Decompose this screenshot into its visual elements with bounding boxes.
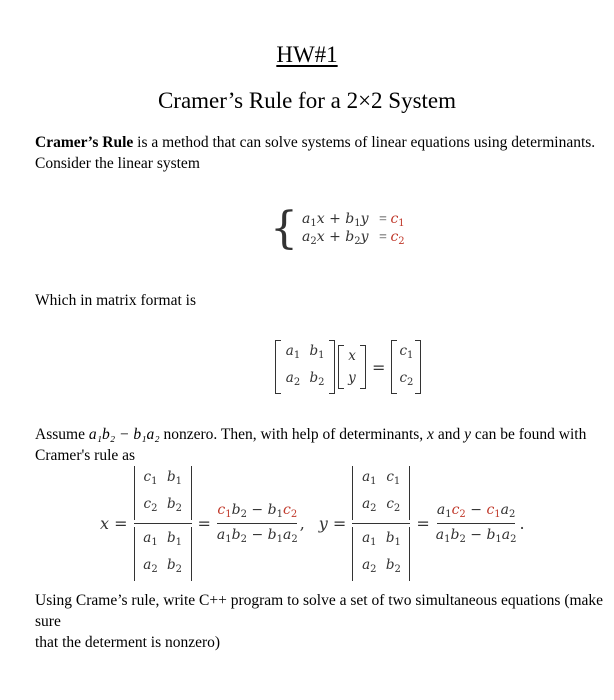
task-line-2: that the determent is nonzero) bbox=[35, 634, 221, 651]
linear-system bbox=[270, 203, 405, 254]
y-expanded-fraction: $\frac{a_1c_2 - c_1a_2}{a_1b_2 - b_1a_2}$ bbox=[435, 502, 517, 545]
determinant-expr: a₁b₂ − b₁a₂ bbox=[88, 426, 160, 443]
page-title: HW#1 bbox=[276, 42, 338, 67]
matrix-intro: Which in matrix format is bbox=[35, 292, 196, 309]
cramer-formulas: x = $c_1$ $b_1$ $c_2$ $b_2$ $a_1$ $b_1$ $a_2$ $b_2$ = $\frac{c_1b_2 - b_1c_2}{a_1b_2 - b_1a_2}$ , y = $a_1$ $c_1$ $a_2$ $c_2$ $a_1$ $b_1$ $a_2$ $b_2$ = $\frac{a_1c_2 - c_1a_2}{a_1b_2 - b_1a_2}$ . bbox=[100, 466, 525, 581]
equation-2: $a_2x + b_2y = c_2$ bbox=[302, 229, 405, 247]
intro-line2: Consider the linear system bbox=[35, 155, 200, 172]
task-line-1: Using Crame’s rule, write C++ program to solve a set of two simultaneous equations (make sure bbox=[35, 592, 604, 630]
left-brace: { bbox=[270, 203, 298, 254]
task-paragraph bbox=[35, 590, 605, 653]
page-subtitle: Cramer’s Rule for a 2×2 System bbox=[157, 88, 457, 113]
matrix-equation: $a_1$ $b_1$ $a_2$ $b_2$ x y = $c_1$ $c_2$ bbox=[275, 340, 421, 394]
intro-text: is a method that can solve systems of linear equations using determinants. bbox=[133, 134, 596, 151]
y-determinant-fraction: $a_1$ $c_1$ $a_2$ $c_2$ $a_1$ $b_1$ $a_2$ $b_2$ bbox=[352, 466, 410, 581]
x-expanded-fraction: $\frac{c_1b_2 - b_1c_2}{a_1b_2 - b_1a_2}$ bbox=[216, 502, 298, 545]
equation-1: $a_1x + b_1y = c_1$ bbox=[302, 211, 405, 229]
intro-bold: Cramer’s Rule bbox=[35, 134, 134, 151]
assume-paragraph: Assume a₁b₂ − b₁a₂ nonzero. Then, with help of determinants, x and y can be found with Cramer's rule as bbox=[35, 426, 587, 464]
variable-vector: x y bbox=[338, 345, 366, 389]
intro-paragraph bbox=[35, 132, 605, 174]
x-determinant-fraction: $c_1$ $b_1$ $c_2$ $b_2$ $a_1$ $b_1$ $a_2$ $b_2$ bbox=[134, 466, 192, 581]
constant-vector: $c_1$ $c_2$ bbox=[391, 340, 421, 394]
coefficient-matrix: $a_1$ $b_1$ $a_2$ $b_2$ bbox=[275, 340, 335, 394]
